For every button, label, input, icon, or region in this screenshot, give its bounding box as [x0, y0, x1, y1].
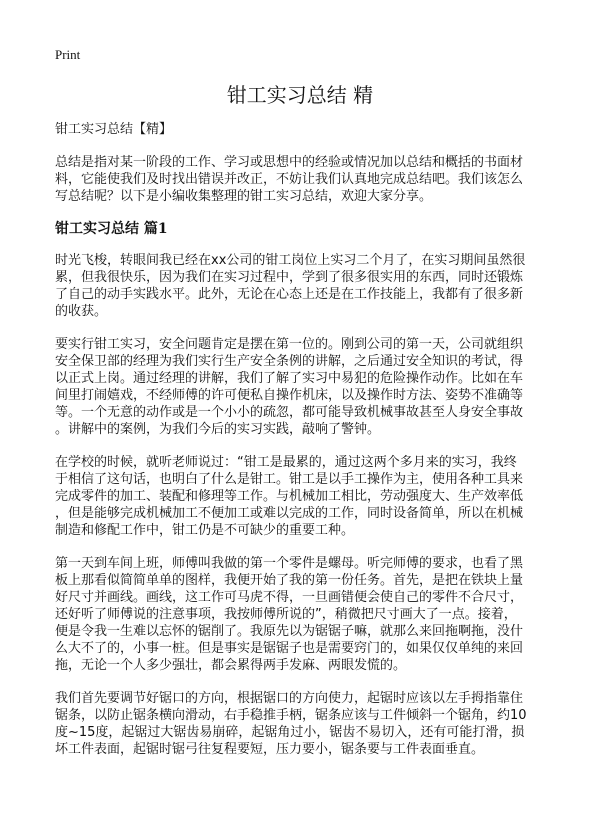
text-line: 以正式上岗。通过经理的讲解，我们了解了实习中易犯的危险操作动作。比如在车 [55, 371, 524, 386]
text-line: ，但是能够完成机械加工不便加工或难以完成的工作，同时设备简单，所以在机械 [55, 506, 524, 521]
print-link[interactable]: Print [55, 47, 81, 62]
text-line: 等。一个无意的动作或是一个小小的疏忽，都可能导致机械事故甚至人身安全事故 [55, 405, 524, 420]
text-line: 拖，无论一个人多少强壮，都会累得两手发麻、两眼发慌的。 [55, 658, 407, 673]
paragraph [55, 555, 565, 674]
paragraph [55, 336, 565, 438]
text-line: 于相信了这句话，也明白了什么是钳工。钳工是以手工操作为主，使用各种工具来 [55, 472, 524, 487]
paragraph [55, 252, 565, 320]
text-line: 安全保卫部的经理为我们实行生产安全条例的讲解，之后通过安全知识的考试，得 [55, 354, 524, 369]
text-line: 总结是指对某一阶段的工作、学习或思想中的经验或情况加以总结和概括的书面材 [55, 155, 524, 170]
text-line: 好尺寸并画线。画线，这工作可马虎不得，一旦画错便会使自己的零件不合尺寸， [55, 590, 524, 605]
text-line: 第一天到车间上班，师傅叫我做的第一个零件是螺母。听完师傅的要求，也看了黑 [55, 556, 524, 571]
text-line: 制造和修配工作中，钳工仍是不可缺少的重要工种。 [55, 523, 355, 538]
document-body [55, 121, 565, 774]
text-line: 便是令我一生难以忘怀的锯削了。我原先以为锯锯子嘛，就那么来回拖啊拖，没什 [55, 624, 524, 639]
text-line: 在学校的时候，就听老师说过：“钳工是最累的，通过这两个多月来的实习，我终 [55, 455, 517, 470]
text-line: 累，但我很快乐，因为我们在实习过程中，学到了很多很实用的东西，同时还锻炼 [55, 270, 524, 285]
text-line: 我们首先要调节好锯口的方向，根据锯口的方向使力，起锯时应该以左手拇指靠住 [55, 691, 524, 706]
subtitle: 钳工实习总结【精】 [55, 122, 173, 137]
text-line: 坏工件表面，起锯时锯弓往复程要短，压力要小，锯条要与工件表面垂直。 [55, 742, 485, 757]
text-line: 的收获。 [55, 304, 108, 319]
text-line: 间里打闹嬉戏，不经师傅的许可便私自操作机床，以及操作时方法、姿势不准确等 [55, 388, 524, 403]
paragraph [55, 690, 565, 758]
text-line: 要实行钳工实习，安全问题肯定是摆在第一位的。刚到公司的第一天，公司就组织 [55, 337, 524, 352]
text-line: 度~15度，起锯过大锯齿易崩碎，起锯角过小，锯齿不易切入，还有可能打滑，损 [55, 725, 525, 740]
section-heading: 钳工实习总结 篇1 [55, 221, 168, 237]
text-line: 。讲解中的案例，为我们今后的实习实践，敲响了警钟。 [55, 422, 381, 437]
text-line: 完成零件的加工、装配和修理等工作。与机械加工相比，劳动强度大、生产效率低 [55, 489, 524, 504]
text-line: 时光飞梭，转眼间我已经在xx公司的钳工岗位上实习二个月了，在实习期间虽然很 [55, 253, 526, 268]
text-line: 料，它能使我们及时找出错误并改正，不妨让我们认真地完成总结吧。我们该怎么 [55, 172, 524, 187]
text-line: 了自己的动手实践水平。此外，无论在心态上还是在工作技能上，我都有了很多新 [55, 287, 524, 302]
paragraph [55, 454, 565, 539]
text-line: 么大不了的，小事一桩。但是事实是锯锯子也是需要窍门的，如果仅仅单纯的来回 [55, 641, 524, 656]
page-title: 钳工实习总结 精 [226, 83, 374, 107]
text-line: 板上那看似简简单单的图样，我便开始了我的第一份任务。首先，是把在铁块上量 [55, 573, 524, 588]
intro-paragraph [55, 154, 565, 205]
text-line: 还好听了师傅说的注意事项，我按师傅所说的”，稍微把尺寸画大了一点。接着， [55, 607, 517, 622]
text-line: 写总结呢？以下是小编收集整理的钳工实习总结，欢迎大家分享。 [55, 189, 433, 204]
text-line: 锯条，以防止锯条横向滑动，右手稳推手柄，锯条应该与工件倾斜一个锯角，约10 [55, 708, 527, 723]
